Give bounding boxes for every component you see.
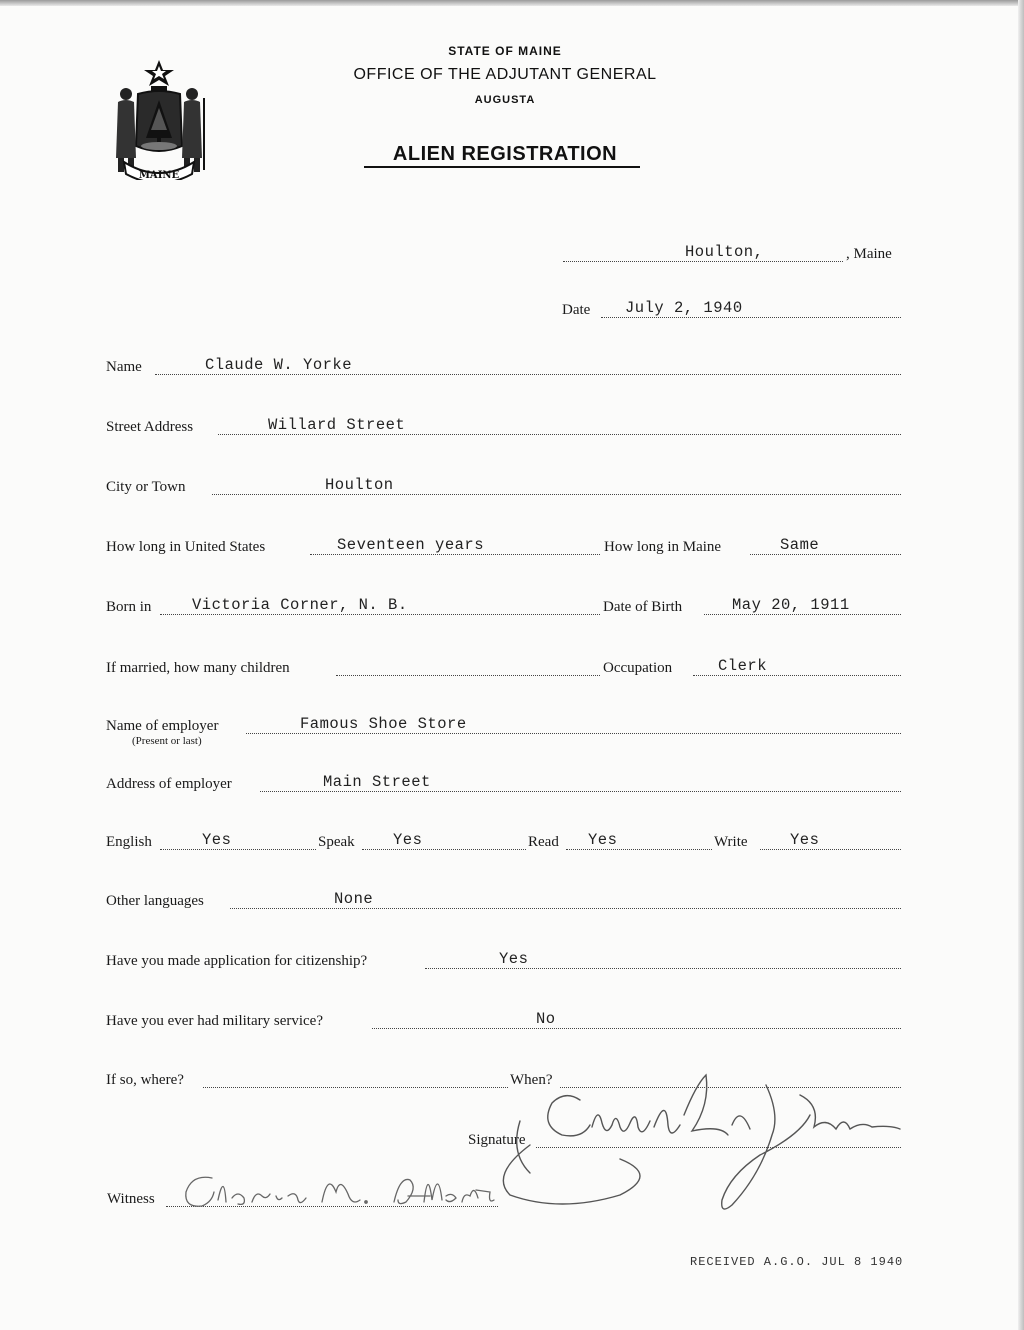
us-years-line [310,554,600,555]
employer-value: Famous Shoe Store [300,715,467,733]
dob-label: Date of Birth [603,599,683,615]
citizenship-line [425,968,901,969]
children-label: If married, how many children [106,660,290,676]
when-label: When? [510,1072,553,1088]
witness-label: Witness [107,1191,155,1207]
write-label: Write [714,834,748,850]
employer-address-label: Address of employer [106,776,232,792]
write-value: Yes [790,831,820,849]
signature-label: Signature [468,1132,526,1148]
name-value: Claude W. Yorke [205,356,353,374]
date-label: Date [562,302,591,318]
employer-line [246,733,901,734]
maine-years-line [750,554,901,555]
city-line [212,494,901,495]
citizenship-value: Yes [499,950,529,968]
employer-address-line [260,791,901,792]
other-languages-label: Other languages [106,893,204,909]
speak-value: Yes [393,831,423,849]
title-underline [364,166,640,168]
place-suffix: , Maine [846,246,892,262]
street-row [0,415,1024,439]
occupation-value: Clerk [718,657,768,675]
other-languages-line [230,908,901,909]
state-heading: STATE OF MAINE [448,44,562,58]
occupation-line [693,675,901,676]
form-title: ALIEN REGISTRATION [392,143,618,165]
other-languages-value: None [334,890,374,908]
name-line [155,374,901,375]
name-label: Name [106,359,142,375]
residence-row [0,535,1024,559]
write-line [760,849,901,850]
english-value: Yes [202,831,232,849]
citizenship-row [0,949,1024,973]
city-value: Houlton [325,476,394,494]
scan-edge-top [0,0,1024,6]
us-years-value: Seventeen years [337,536,485,554]
office-heading: OFFICE OF THE ADJUTANT GENERAL [353,66,657,83]
maine-years-label: How long in Maine [604,539,722,555]
speak-line [362,849,526,850]
date-row [0,298,1024,322]
date-line [601,317,901,318]
us-years-label: How long in United States [106,539,266,555]
street-value: Willard Street [268,416,406,434]
employer-label: Name of employer [106,718,219,734]
name-row [0,355,1024,379]
other-languages-row [0,889,1024,913]
date-value: July 2, 1940 [625,299,743,317]
read-label: Read [528,834,559,850]
english-line [160,849,316,850]
city-label: City or Town [106,479,186,495]
place-value: Houlton, [685,243,764,261]
svg-text:MAINE: MAINE [138,170,180,180]
received-stamp: RECEIVED A.G.O. JUL 8 1940 [690,1255,904,1269]
read-line [566,849,712,850]
birth-row [0,595,1024,619]
military-line [372,1028,901,1029]
employer-address-row [0,772,1024,796]
street-label: Street Address [106,419,194,435]
street-line [218,434,901,435]
language-row [0,830,1024,854]
citizenship-label: Have you made application for citizenship? [106,953,368,969]
read-value: Yes [588,831,618,849]
children-row [0,656,1024,680]
employer-sublabel: (Present or last) [132,735,202,747]
place-line [563,261,843,262]
born-value: Victoria Corner, N. B. [192,596,408,614]
occupation-label: Occupation [603,660,673,676]
dob-line [704,614,901,615]
employer-address-value: Main Street [323,773,431,791]
speak-label: Speak [318,834,355,850]
city-heading: AUGUSTA [474,94,536,106]
maine-state-seal-icon [104,58,214,180]
born-line [160,614,600,615]
dob-value: May 20, 1911 [732,596,850,614]
where-label: If so, where? [106,1072,184,1088]
city-row [0,475,1024,499]
children-line [336,675,600,676]
witness-signature [172,1162,512,1222]
english-label: English [106,834,152,850]
witness-row [0,1187,1024,1211]
where-line [203,1087,508,1088]
military-row [0,1009,1024,1033]
maine-years-value: Same [780,536,820,554]
born-label: Born in [106,599,152,615]
place-row [0,242,1024,266]
military-label: Have you ever had military service? [106,1013,323,1029]
military-value: No [536,1010,556,1028]
